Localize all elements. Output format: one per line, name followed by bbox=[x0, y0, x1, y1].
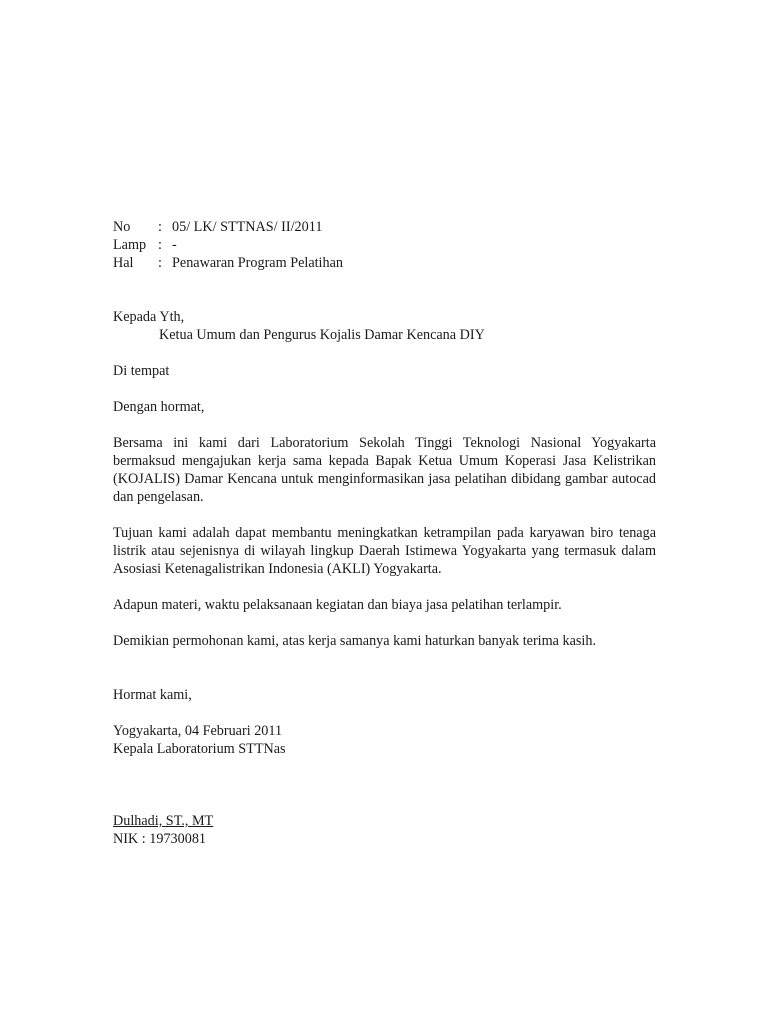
body-paragraph-1: Bersama ini kami dari Laboratorium Sekolah Tinggi Teknologi Nasional Yogyakarta bermaksud mengajukan kerja sama kepada Bapak Ketua Umum Koperasi Jasa Kelistrikan (KOJALIS) Damar Kencana untuk menginformasikan jasa pelatihan dibidang gambar autocad dan pengelasan. bbox=[113, 435, 656, 505]
no-value: 05/ LK/ STTNAS/ II/2011 bbox=[172, 219, 323, 235]
lamp-separator: : bbox=[158, 237, 162, 253]
lamp-label: Lamp bbox=[113, 237, 147, 253]
header-row-lamp bbox=[113, 236, 656, 254]
closing-place-date: Yogyakarta, 04 Februari 2011 bbox=[113, 723, 283, 739]
closing-position: Kepala Laboratorium STTNas bbox=[113, 741, 286, 757]
body-paragraph-3: Adapun materi, waktu pelaksanaan kegiatan dan biaya jasa pelatihan terlampir. bbox=[113, 597, 562, 613]
no-label: No bbox=[113, 219, 131, 235]
closing-regards: Hormat kami, bbox=[113, 687, 192, 703]
recipient-place: Di tempat bbox=[113, 363, 170, 379]
hal-separator: : bbox=[158, 255, 162, 271]
letter-content bbox=[113, 218, 656, 848]
body-paragraph-4: Demikian permohonan kami, atas kerja samanya kami haturkan banyak terima kasih. bbox=[113, 633, 596, 649]
header-row-hal bbox=[113, 254, 656, 272]
header-row-no bbox=[113, 218, 656, 236]
recipient-salutation: Kepada Yth, bbox=[113, 309, 185, 325]
recipient-block bbox=[113, 308, 656, 344]
recipient-name: Ketua Umum dan Pengurus Kojalis Damar Kencana DIY bbox=[159, 327, 485, 343]
signer-name: Dulhadi, ST., MT bbox=[113, 813, 214, 829]
hal-value: Penawaran Program Pelatihan bbox=[172, 255, 343, 271]
greeting: Dengan hormat, bbox=[113, 399, 205, 415]
letter-header bbox=[113, 218, 656, 272]
signer-id: NIK : 19730081 bbox=[113, 831, 207, 847]
body-paragraph-2: Tujuan kami adalah dapat membantu meningkatkan ketrampilan pada karyawan biro tenaga listrik atau sejenisnya di wilayah lingkup Daerah Istimewa Yogyakarta yang termasuk dalam Asosiasi Ketenagalistrikan Indonesia (AKLI) Yogyakarta. bbox=[113, 525, 656, 577]
no-separator: : bbox=[158, 219, 162, 235]
hal-label: Hal bbox=[113, 255, 134, 271]
lamp-value: - bbox=[172, 237, 177, 253]
